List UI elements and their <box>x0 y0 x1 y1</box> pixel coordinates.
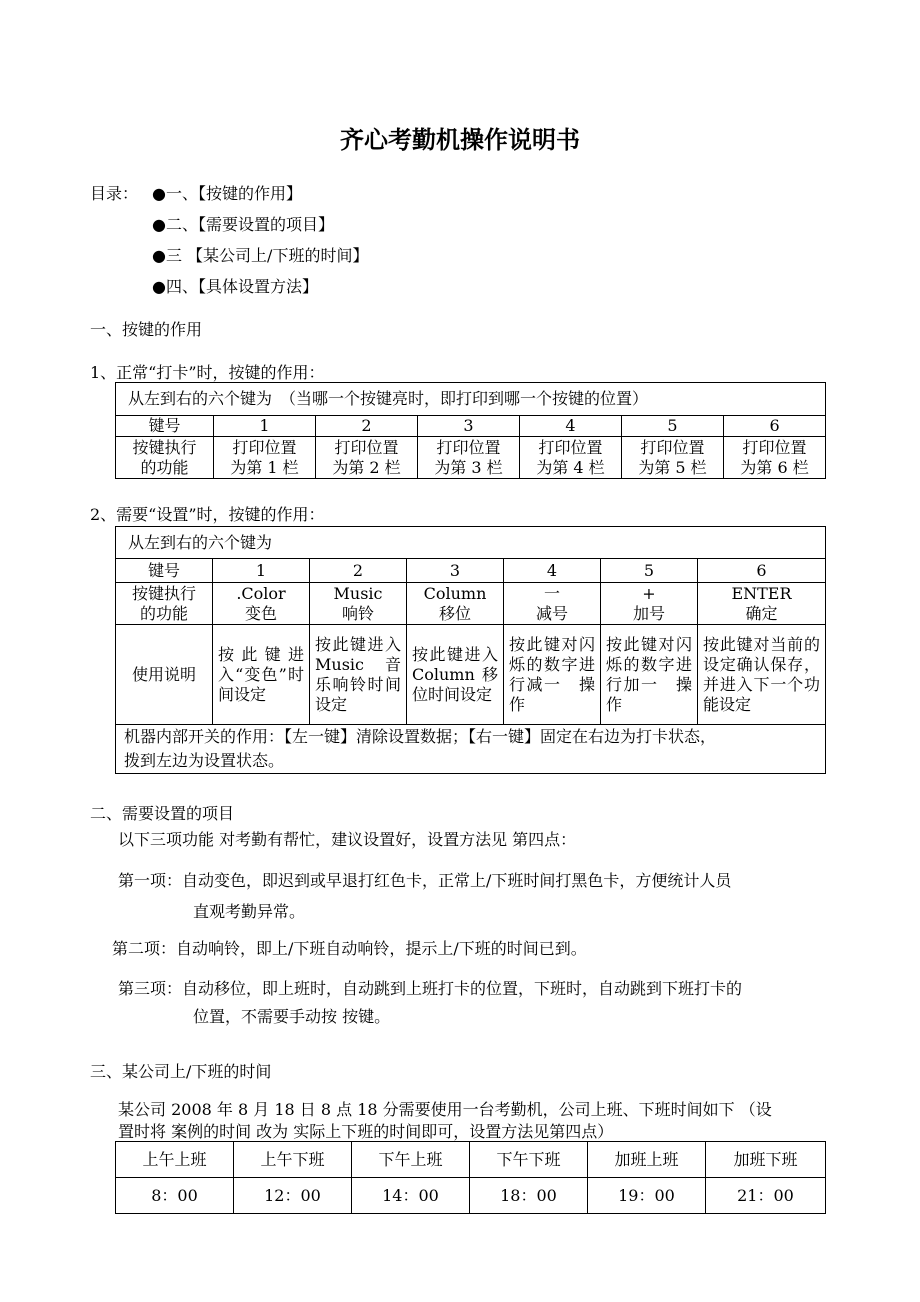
schedule-header: 上午上班 <box>116 1142 234 1178</box>
section3-intro: 某公司 2008 年 8 月 18 日 8 点 18 分需要使用一台考勤机，公司上班、下班时间如下 （设 <box>118 1100 772 1119</box>
table2-key: 6 <box>698 559 826 583</box>
table1-intro: 从左到右的六个键为 （当哪一个按键亮时，即打印到哪一个按键的位置） <box>116 383 826 416</box>
table2-func: ENTER 确定 <box>698 583 826 625</box>
table1-func: 打印位置 为第 6 栏 <box>724 437 826 479</box>
section3-heading: 三、某公司上/下班的时间 <box>90 1062 272 1081</box>
table2-func: Music 响铃 <box>310 583 407 625</box>
key-table-punch <box>115 382 826 479</box>
table2-key-label: 键号 <box>116 559 213 583</box>
table1-key-label: 键号 <box>116 416 214 437</box>
section3-intro-cont: 置时将 案例的时间 改为 实际上下班的时间即可，设置方法见第四点） <box>118 1122 614 1141</box>
table2-func: Column 移位 <box>407 583 504 625</box>
toc-label: 目录： <box>90 184 139 203</box>
table2-usage: 按此键对当前的设定确认保存，并进入下一个功能设定 <box>698 625 826 725</box>
schedule-time: 21：00 <box>706 1178 826 1214</box>
schedule-time: 14：00 <box>352 1178 470 1214</box>
table1-key: 4 <box>520 416 622 437</box>
section2-item3-cont: 位置，不需要手动按 按键。 <box>193 1007 391 1026</box>
toc-item-3[interactable]: ●三 【某公司上/下班的时间】 <box>152 246 369 265</box>
table1-key: 1 <box>214 416 316 437</box>
table2-func: + 加号 <box>601 583 698 625</box>
toc-item-1[interactable]: ●一、【按键的作用】 <box>152 184 302 203</box>
key-table-setup <box>115 526 826 774</box>
schedule-time: 12：00 <box>234 1178 352 1214</box>
schedule-header: 上午下班 <box>234 1142 352 1178</box>
section2-item1-cont: 直观考勤异常。 <box>193 902 306 921</box>
table1-func: 打印位置 为第 2 栏 <box>316 437 418 479</box>
section2-item1: 第一项：自动变色，即迟到或早退打红色卡，正常上/下班时间打黑色卡，方便统计人员 <box>118 871 732 890</box>
table2-func: 一 减号 <box>504 583 601 625</box>
table2-key: 4 <box>504 559 601 583</box>
schedule-time: 19：00 <box>588 1178 706 1214</box>
table2-usage: 按此键进入“变色”时间设定 <box>213 625 310 725</box>
table1-func-label: 按键执行 的功能 <box>116 437 214 479</box>
table2-usage: 按此键对闪烁的数字进行加一 操作 <box>601 625 698 725</box>
schedule-header: 加班下班 <box>706 1142 826 1178</box>
section1-heading: 一、按键的作用 <box>90 320 203 339</box>
table2-func: .Color 变色 <box>213 583 310 625</box>
schedule-table <box>115 1141 826 1214</box>
table2-intro: 从左到右的六个键为 <box>116 527 826 559</box>
switch-note: 机器内部开关的作用：【左一键】清除设置数据；【右一键】固定在右边为打卡状态， 拨到左边为设置状态。 <box>116 725 826 774</box>
table1-key: 2 <box>316 416 418 437</box>
table1-key: 5 <box>622 416 724 437</box>
schedule-time: 8：00 <box>116 1178 234 1214</box>
section2-intro: 以下三项功能 对考勤有帮忙，建议设置好，设置方法见 第四点： <box>118 830 577 849</box>
table2-usage: 按此键对闪烁的数字进行减一 操作 <box>504 625 601 725</box>
table1-func: 打印位置 为第 3 栏 <box>418 437 520 479</box>
table2-usage: 按此键进入 Column 移位时间设定 <box>407 625 504 725</box>
toc-item-4[interactable]: ●四、【具体设置方法】 <box>152 277 318 296</box>
table2-key: 2 <box>310 559 407 583</box>
table1-func: 打印位置 为第 5 栏 <box>622 437 724 479</box>
schedule-header: 下午上班 <box>352 1142 470 1178</box>
table1-func: 打印位置 为第 4 栏 <box>520 437 622 479</box>
table1-key: 6 <box>724 416 826 437</box>
schedule-header: 加班上班 <box>588 1142 706 1178</box>
page-title: 齐心考勤机操作说明书 <box>340 125 580 154</box>
table2-func-label: 按键执行 的功能 <box>116 583 213 625</box>
toc-item-2[interactable]: ●二、【需要设置的项目】 <box>152 215 334 234</box>
table2-key: 1 <box>213 559 310 583</box>
schedule-time: 18：00 <box>470 1178 588 1214</box>
section2-heading: 二、需要设置的项目 <box>90 804 235 823</box>
table1-func: 打印位置 为第 1 栏 <box>214 437 316 479</box>
section2-item3: 第三项：自动移位，即上班时，自动跳到上班打卡的位置，下班时，自动跳到下班打卡的 <box>118 979 743 998</box>
table2-usage: 按此键进入 Music 音乐响铃时间设定 <box>310 625 407 725</box>
table2-key: 5 <box>601 559 698 583</box>
section1-sub1: 1、正常“打卡”时，按键的作用： <box>90 363 325 382</box>
section2-item2: 第二项：自动响铃，即上/下班自动响铃，提示上/下班的时间已到。 <box>112 939 587 958</box>
table1-key: 3 <box>418 416 520 437</box>
section1-sub2: 2、需要“设置”时，按键的作用： <box>90 505 325 524</box>
schedule-header: 下午下班 <box>470 1142 588 1178</box>
table2-usage-label: 使用说明 <box>116 625 213 725</box>
table2-key: 3 <box>407 559 504 583</box>
